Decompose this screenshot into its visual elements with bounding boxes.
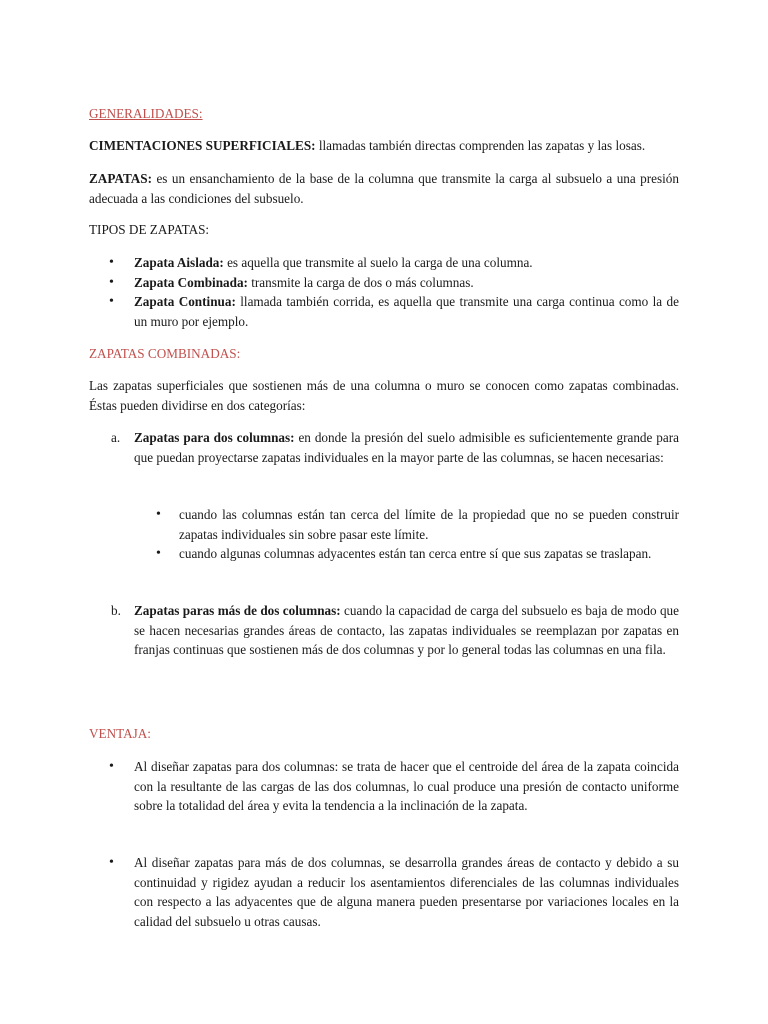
combinadas-intro: Las zapatas superficiales que sostienen más de una columna o muro se conocen como zapatas combinadas. Éstas pueden dividirse en dos categorías:	[89, 378, 679, 413]
zapatas-paragraph	[89, 169, 679, 208]
tipo-term: Zapata Combinada:	[134, 274, 248, 290]
generalidades-heading: GENERALIDADES:	[89, 106, 203, 121]
tipos-list	[89, 253, 679, 331]
category-letter: a.	[111, 430, 121, 445]
category-b	[89, 601, 679, 660]
list-item	[89, 273, 679, 293]
list-item	[89, 253, 679, 273]
ventaja-item-2	[89, 853, 679, 931]
category-a-bullets	[134, 505, 679, 564]
category-a	[89, 428, 679, 467]
cimentaciones-text: llamadas también directas comprenden las zapatas y las losas.	[315, 138, 646, 153]
combinadas-heading: ZAPATAS COMBINADAS:	[89, 346, 241, 361]
tipo-term: Zapata Aislada:	[134, 255, 224, 270]
list-item: • cuando algunas columnas adyacentes están tan cerca entre sí que sus zapatas se traslapan.	[134, 544, 679, 564]
category-term: Zapatas paras más de dos columnas:	[134, 603, 341, 618]
tipo-text: es aquella que transmite al suelo la carga de una columna.	[223, 255, 533, 270]
cimentaciones-term: CIMENTACIONES SUPERFICIALES:	[89, 138, 316, 153]
list-item	[89, 292, 679, 331]
category-text: cuando la capacidad de carga del subsuelo es baja de modo que se hacen necesarias grandes áreas de contacto, las zapatas individuales se reemplazan por zapatas en franjas continuas que sostienen más de dos columnas y por lo general todas las columnas en una fila.	[134, 603, 679, 657]
zapatas-text: es un ensanchamiento de la base de la columna que transmite la carga al subsuelo a una presión adecuada a las condiciones del subsuelo.	[89, 171, 679, 206]
ventaja-item-1	[89, 757, 679, 816]
tipo-text: transmite la carga de dos o más columnas.	[247, 274, 474, 290]
list-item: • Al diseñar zapatas para más de dos columnas, se desarrolla grandes áreas de contacto y debido a su continuidad y rigidez ayudan a reducir los asentamientos diferenciales de las columnas individuales con respecto a las adyacentes que de alguna manera pueden presentarse por variaciones locales en la calidad del subsuelo u otras causas.	[89, 853, 679, 931]
category-term: Zapatas para dos columnas:	[134, 430, 295, 445]
list-item: • cuando las columnas están tan cerca del límite de la propiedad que no se pueden construir zapatas individuales sin sobre pasar este límite.	[134, 505, 679, 544]
cimentaciones-paragraph	[89, 136, 679, 156]
tipo-text: llamada también corrida, es aquella que transmite una carga continua como la de un muro por ejemplo.	[134, 294, 679, 329]
zapatas-term: ZAPATAS:	[89, 171, 153, 186]
tipo-term: Zapata Continua:	[134, 294, 236, 309]
tipos-heading: TIPOS DE ZAPATAS:	[89, 222, 210, 237]
ventaja-heading: VENTAJA:	[89, 726, 151, 741]
category-letter: b.	[111, 603, 121, 618]
category-text: en donde la presión del suelo admisible es suficientemente grande para que puedan proyectarse zapatas individuales en la mayor parte de las columnas, se hacen necesarias:	[134, 430, 679, 465]
list-item: • Al diseñar zapatas para dos columnas: se trata de hacer que el centroide del área de la zapata coincida con la resultante de las cargas de las dos columnas, lo cual produce una presión de contacto uniforme sobre la totalidad del área y evita la tendencia a la inclinación de la zapata.	[89, 757, 679, 816]
